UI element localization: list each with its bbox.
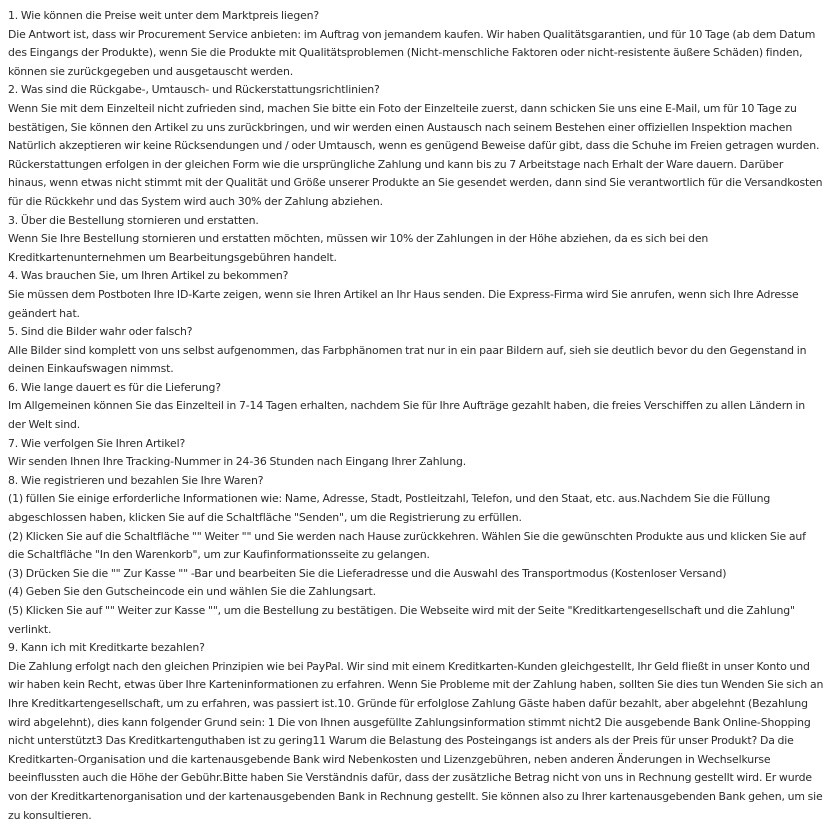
faq-answer-7: Wir senden Ihnen Ihre Tracking-Nummer in 24-36 Stunden nach Eingang Ihrer Zahlung. bbox=[8, 455, 467, 469]
faq-answer-2: Wenn Sie mit dem Einzelteil nicht zufrieden sind, machen Sie bitte ein Foto der Einzelteile zuerst, dann schicken Sie uns eine E-Mail, um für 10 Tage zu bestätigen, Sie können den Artikel zu uns zurückbringen, und wir werden einen Austausch nach seinem Bestehen einer offiziellen Inspektion machen Natürlich akzeptieren wir keine Rücksendungen und / oder Umtausch, wenn es genügend Beweise dafür gibt, dass die Schuhe im Freien getragen wurden. Rückerstattungen erfolgen in der gleichen Form wie die ursprüngliche Zahlung und kann bis zu 7 Arbeitstage nach Erhalt der Ware dauern. Darüber hinaus, wenn etwas nicht stimmt mit der Qualität und Größe unserer Produkte an Sie gesendet werden, dann sind Sie verantwortlich für die Versandkosten für die Rückkehr und das System wird auch 30% der Zahlung abziehen. bbox=[8, 101, 823, 208]
faq-question-5: 5. Sind die Bilder wahr oder falsch? bbox=[8, 325, 193, 339]
faq-answer-5: Alle Bilder sind komplett von uns selbst aufgenommen, das Farbphänomen trat nur in ein paar Bildern auf, sieh sie deutlich bevor du den Gegenstand in deinen Einkaufswagen nimmst. bbox=[8, 343, 807, 376]
faq-answer-4: Sie müssen dem Postboten Ihre ID-Karte zeigen, wenn sie Ihren Artikel an Ihr Haus senden. Die Express-Firma wird Sie anrufen, wenn sich Ihre Adresse geändert hat. bbox=[8, 287, 799, 320]
faq-question-9: 9. Kann ich mit Kreditkarte bezahlen? bbox=[8, 641, 205, 655]
faq-answer-8-step-1: (1) füllen Sie einige erforderliche Informationen wie: Name, Adresse, Stadt, Postleitzahl, Telefon, und den Staat, etc. aus.Nachdem Sie die Füllung abgeschlossen haben, klicken Sie auf die Schaltfläche "Senden", um die Registrierung zu erfüllen. bbox=[8, 492, 771, 525]
faq-answer-6: Im Allgemeinen können Sie das Einzelteil in 7-14 Tagen erhalten, nachdem Sie für Ihre Aufträge gezahlt haben, die freies Verschiffen zu allen Ländern in der Welt sind. bbox=[8, 399, 806, 432]
faq-question-6: 6. Wie lange dauert es für die Lieferung? bbox=[8, 380, 221, 394]
faq-answer-8-step-5: (5) Klicken Sie auf "" Weiter zur Kasse "", um die Bestellung zu bestätigen. Die Webseite wird mit der Seite "Kreditkartengesellschaft und die Zahlung" verlinkt. bbox=[8, 604, 795, 636]
faq-answer-3: Wenn Sie Ihre Bestellung stornieren und erstatten möchten, müssen wir 10% der Zahlungen in der Höhe abziehen, da es sich bei den Kreditkartenunternehmen um Bearbeitungsgebühren handelt. bbox=[8, 232, 709, 264]
faq-question-8: 8. Wie registrieren und bezahlen Sie Ihre Waren? bbox=[8, 473, 264, 487]
faq-question-3: 3. Über die Bestellung stornieren und erstatten. bbox=[8, 213, 259, 227]
faq-answer-8-step-3: (3) Drücken Sie die "" Zur Kasse "" -Bar und bearbeiten Sie die Lieferadresse und die Auswahl des Transportmodus (Kostenloser Versand) bbox=[8, 566, 727, 580]
faq-question-7: 7. Wie verfolgen Sie Ihren Artikel? bbox=[8, 436, 186, 450]
faq-answer-8-step-4: (4) Geben Sie den Gutscheincode ein und wählen Sie die Zahlungsart. bbox=[8, 585, 376, 599]
faq-answer-8-step-2: (2) Klicken Sie auf die Schaltfläche "" Weiter "" und Sie werden nach Hause zurückkehren. Wählen Sie die gewünschten Produkte aus und klicken Sie auf die Schaltfläche "In den Warenkorb", um zur Kaufinformationsseite zu gelangen. bbox=[8, 529, 806, 562]
faq-question-1: 1. Wie können die Preise weit unter dem Marktpreis liegen? bbox=[8, 9, 320, 22]
faq-answer-1: Die Antwort ist, dass wir Procurement Service anbieten: im Auftrag von jemandem kaufen. Wir haben Qualitätsgarantien, und für 10 Tage (ab dem Datum des Eingangs der Produkte), wenn Sie die Produkte mit Qualitätsproblemen (Nicht-menschliche Faktoren oder nicht-resistente äußere Schäden) finden, können sie zurückgegeben und ausgetauscht werden. bbox=[8, 27, 816, 78]
faq-question-2: 2. Was sind die Rückgabe-, Umtausch- und Rückerstattungsrichtlinien? bbox=[8, 83, 380, 97]
faq-question-4: 4. Was brauchen Sie, um Ihren Artikel zu bekommen? bbox=[8, 269, 289, 283]
faq-answer-9: Die Zahlung erfolgt nach den gleichen Prinzipien wie bei PayPal. Wir sind mit einem Kreditkarten-Kunden gleichgestellt, Ihr Geld fließt in unser Konto und wir haben kein Recht, etwas über Ihre Karteninformationen zu erfahren. Wenn Sie Probleme mit der Zahlung haben, sollten Sie dies tun Wenden Sie sich an Ihre Kreditkartengesellschaft, um zu erfahren, was passiert ist.10. Gründe für erfolglose Zahlung Gäste haben dafür bezahlt, aber abgelehnt (Bezahlung wird abgelehnt), dies kann folgender Grund sein: 1 Die von Ihnen ausgefüllte Zahlungsinformation stimmt nicht2 Die ausgebende Bank Online-Shopping nicht unterstützt3 Das Kreditkartenguthaben ist zu gering11 Warum die Belastung des Posteingangs ist anders als der Preis für unser Produkt? Da die Kreditkarten-Organisation und die kartenausgebende Bank wird Nebenkosten und Lizenzgebühren, neben anderen Änderungen in Wechselkurse beeinflussten auch die Höhe der Gebühr.Bitte haben Sie Verständnis dafür, dass der zusätzliche Betrag nicht von uns in Rechnung gestellt wird. Er wurde von der Kreditkartenorganisation und der kartenausgebenden Bank in Rechnung gestellt. Sie können also zu Ihrer kartenausgebenden Bank gehen, um sie zu konsultieren. bbox=[8, 659, 824, 822]
